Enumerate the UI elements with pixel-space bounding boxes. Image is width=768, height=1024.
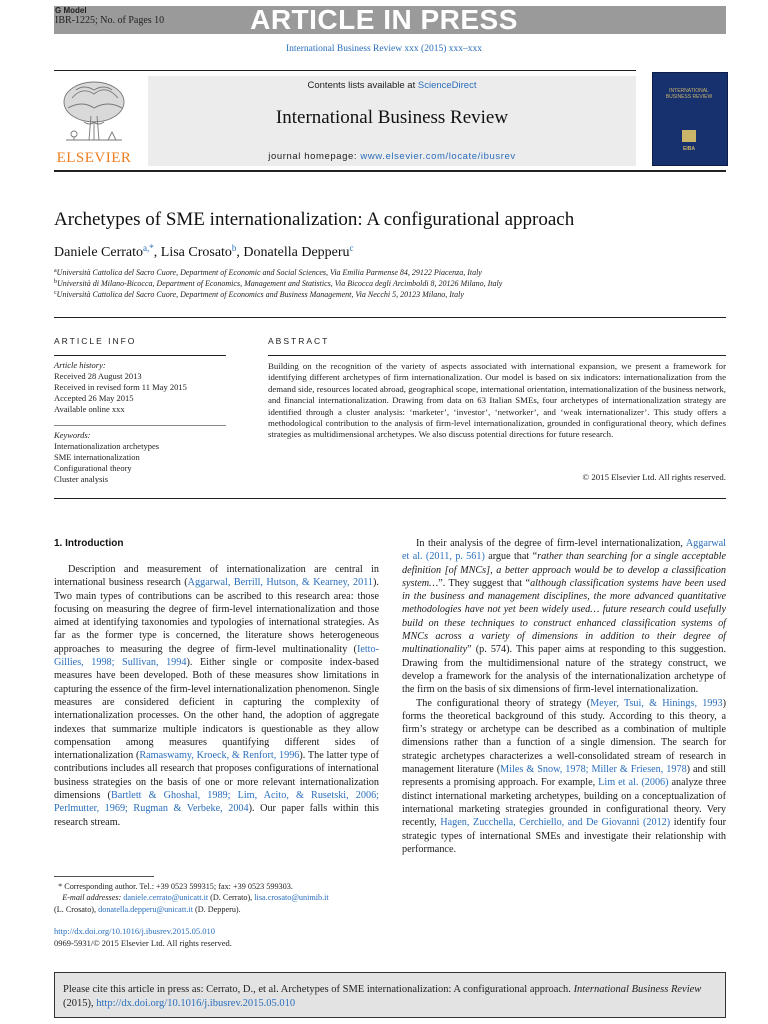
citation-link[interactable]: Ramaswamy, Kroeck, & Renfort, 1996 bbox=[139, 750, 300, 762]
quoted-text: although classification systems have been used in the business and management disciplines, the more advanced quantitative methodologies have not yet been widely used… future research could usefully build on these techniques to construct enhanced classification systems of MNCs across a variety of dimensions in addition to their degree of multinationality bbox=[402, 577, 726, 656]
author-name: Daniele Cerrato bbox=[54, 245, 144, 260]
body-text: identify four strategic types of international SMEs and investigate their relationship with performance. bbox=[402, 817, 726, 855]
quoted-text: rather than searching for a single acceptable definition [of MNCs], a better approach would be to develop a classification system… bbox=[402, 551, 726, 589]
affiliation-a-text: Università Cattolica del Sacro Cuore, Department of Economic and Social Sciences, Via Emilia Parmense 84, 29122 Piacenza, Italy bbox=[56, 268, 482, 277]
homepage-prefix: journal homepage: bbox=[268, 151, 361, 162]
header-rule-top bbox=[54, 70, 636, 71]
abstract-text: Building on the recognition of the variety of aspects associated with international expansion, we present a framework for identifying different archetypes of firm internationalization. Our model is based on six indicators: internationalization from the demand side, resources located abroad, geographical scope, international orientation, internationalization of the business network, and financial internationalization. Drawing from data on 63 Italian SMEs, four archetypes of internationalization strategy are identified through a cluster analysis: ‘marketer’, ‘investor’, ‘networker’, and ‘weak internationalizer’. This study offers a methodological contribution to the analysis of firm-level internationalization, grounded in configurational theory, which defines strategies as multidimensional archetypes. We also discuss potential directions for future research. bbox=[268, 361, 726, 440]
section-heading-introduction: 1. Introduction bbox=[54, 538, 124, 549]
keyword-item: Configurational theory bbox=[54, 463, 132, 473]
contents-prefix: Contents lists available at bbox=[307, 80, 418, 91]
affiliation-b-text: Università di Milano-Bicocca, Department of Economics, Management and Statistics, Via Bicocca degli Arcimboldi 8, 20126 Milano, Italy bbox=[57, 279, 503, 288]
article-info-heading: ARTICLE INFO bbox=[54, 336, 137, 346]
body-text: ) forms the theoretical background of this study. According to this theory, a firm’s strategy or archetype can be described as a combination of multiple dimensions rather than a function of a single dimension. The search for strategic archetypes characterizes a well-consolidated stream of research in management literature ( bbox=[402, 697, 726, 776]
body-text: ). The latter type of contributions includes all research that proposes configurations of international business strategies on the basis of one or more relevant internationalization dimensions ( bbox=[54, 750, 379, 802]
affiliation-c-text: Università Cattolica del Sacro Cuore, Department of Economics and Business Management, Via Necchi 5, 20123 Milano, Italy bbox=[56, 290, 464, 299]
citation-link[interactable]: Aggarwal et al. (2011, p. 561) bbox=[402, 538, 726, 563]
body-column-left bbox=[54, 563, 379, 829]
email-link[interactable]: donatella.depperu@unicatt.it bbox=[98, 904, 193, 914]
affiliation-c-marker: c bbox=[54, 290, 57, 296]
accepted-date: Accepted 26 May 2015 bbox=[54, 393, 134, 403]
paragraph bbox=[402, 697, 726, 857]
body-text: ” (p. 574). This paper aims at responding to this suggestion. Drawing from the multidimensional nature of the strategy construct, we develop a framework for the analysis of the internationalization archetype of the firm on the basis of six dimensions of firm-level internationalization. bbox=[402, 644, 726, 696]
online-date: Available online xxx bbox=[54, 404, 125, 414]
body-text: ). Two main types of contributions can be ascribed to this research area: those focusing on measuring the degree of firm-level internationalization and those aimed at identifying taxonomies and typologies of international strategies. As far as the former type is concerned, the literature shows heterogeneous approaches to measuring the degree of firm-level multinationality ( bbox=[54, 577, 379, 655]
doi-link[interactable]: http://dx.doi.org/10.1016/j.ibusrev.2015.05.010 bbox=[54, 926, 216, 936]
body-text: In their analysis of the degree of firm-level internationalization, bbox=[416, 538, 686, 549]
journal-homepage-link[interactable]: www.elsevier.com/locate/ibusrev bbox=[360, 151, 516, 162]
issn-copyright: 0969-5931/© 2015 Elsevier Ltd. All rights reserved. bbox=[54, 938, 232, 948]
journal-homepage-line bbox=[148, 151, 636, 162]
citation-journal: International Business Review bbox=[573, 984, 702, 995]
citation-link[interactable]: Aggarwal, Berrill, Hutson, & Kearney, 2011 bbox=[187, 577, 374, 589]
citation-link[interactable]: Miles & Snow, 1978; Miller & Friesen, 1978 bbox=[500, 764, 687, 776]
contents-available-line bbox=[148, 80, 636, 91]
keywords-rule bbox=[54, 425, 226, 426]
divider-rule bbox=[54, 317, 726, 318]
author-affiliation-marker[interactable]: c bbox=[349, 243, 354, 253]
g-model-label: G Model bbox=[55, 6, 87, 15]
citation-doi-link[interactable]: http://dx.doi.org/10.1016/j.ibusrev.2015.05.010 bbox=[96, 998, 296, 1009]
citation-link[interactable]: Lim et al. (2006) bbox=[598, 777, 669, 789]
email-addresses-note: E-mail addresses: daniele.cerrato@unicatt.it (D. Cerrato), lisa.crosato@unimib.it (L. Crosato), donatella.depperu@unicatt.it (D. Depperu). bbox=[54, 893, 329, 914]
author-name: Lisa Crosato bbox=[160, 245, 232, 260]
body-text: argue that “ bbox=[484, 551, 538, 563]
keyword-item: Cluster analysis bbox=[54, 474, 109, 484]
abstract-rule bbox=[268, 355, 726, 356]
abstract-copyright: © 2015 Elsevier Ltd. All rights reserved. bbox=[582, 472, 726, 482]
email-link[interactable]: lisa.crosato@unimib.it bbox=[254, 893, 329, 902]
affiliation-a bbox=[54, 268, 482, 277]
citation-link[interactable]: Bartlett & Ghoshal, 1989; Lim, Acito, & Rusetski, 2006; Perlmutter, 1969; Rugman & Verbeke, 2004 bbox=[54, 790, 379, 815]
keyword-item: Internationalization archetypes bbox=[54, 441, 160, 451]
body-text: analyze three distinct international marketing archetypes, building on a conceptualization of international marketing strategies grounded in configurational theory. Very recently, bbox=[402, 777, 726, 829]
citation-link[interactable]: Hagen, Zucchella, Cerchiello, and De Giovanni (2012) bbox=[440, 817, 671, 829]
affiliation-c bbox=[54, 290, 464, 299]
citation-text: Please cite this article in press as: Cerrato, D., et al. Archetypes of SME internationalization: A configurational approach. International Business Review (2015), http://dx.doi.org/10.1016/j.ibusrev.2015.05.010 bbox=[63, 984, 702, 1009]
author-affiliation-marker[interactable]: a,* bbox=[143, 243, 154, 253]
keywords-label: Keywords: bbox=[54, 430, 91, 440]
body-text: ). Either single or composite index-based measures have been developed. Both of these measures show limitations in capturing the essence of the firm-level internationalization phenomenon. Single measures are considered deficient in capturing the complexity of internationalization processes. On the other hand, the adoption of aggregate indexes that summarize multiple indicators is questionable as they allow compensation among measures quantifying different sides of internationalization ( bbox=[54, 657, 379, 762]
author-name: Donatella Depperu bbox=[243, 245, 350, 260]
affiliation-b-marker: b bbox=[54, 279, 57, 285]
received-date: Received 28 August 2013 bbox=[54, 371, 142, 381]
revised-date: Received in revised form 11 May 2015 bbox=[54, 382, 187, 392]
footnote-rule bbox=[54, 876, 154, 877]
paragraph bbox=[54, 563, 379, 829]
author-affiliation-marker[interactable]: b bbox=[231, 243, 237, 253]
article-in-press-title: ARTICLE IN PRESS bbox=[250, 4, 518, 35]
cover-emblem-icon bbox=[682, 130, 696, 142]
elsevier-wordmark: ELSEVIER bbox=[56, 150, 132, 166]
abstract-heading: ABSTRACT bbox=[268, 336, 330, 346]
body-column-right bbox=[402, 537, 726, 856]
affiliation-a-marker: a bbox=[54, 268, 57, 274]
paragraph bbox=[402, 537, 726, 697]
journal-reference-link[interactable]: International Business Review xxx (2015) xxx–xxx bbox=[285, 44, 483, 54]
ibr-pages-label: IBR-1225; No. of Pages 10 bbox=[55, 15, 165, 26]
header-rule-bottom bbox=[54, 170, 726, 172]
journal-title: International Business Review bbox=[275, 107, 509, 128]
keyword-item: SME internationalization bbox=[54, 452, 140, 462]
cover-title-text: INTERNATIONAL BUSINESS REVIEW bbox=[665, 88, 713, 100]
body-text: The configurational theory of strategy ( bbox=[416, 697, 591, 709]
body-text: ”. They suggest that “ bbox=[438, 577, 531, 589]
corresponding-author-note: * Corresponding author. Tel.: +39 0523 599315; fax: +39 0523 599303. bbox=[54, 882, 293, 891]
article-info-rule bbox=[54, 355, 226, 356]
article-title: Archetypes of SME internationalization: A configurational approach bbox=[54, 209, 575, 230]
affiliation-b bbox=[54, 279, 502, 288]
body-text: ) and still represents a promising approach. For example, bbox=[402, 764, 726, 789]
author-list: Daniele Cerrato$^{a,*}$, Lisa Crosato$^b$, Donatella Depperu$^c$ bbox=[54, 243, 354, 260]
article-history-label: Article history: bbox=[54, 360, 106, 370]
body-text: ). Our paper falls within this research stream. bbox=[54, 803, 380, 828]
divider-rule bbox=[54, 498, 726, 499]
sciencedirect-link[interactable]: ScienceDirect bbox=[417, 80, 477, 91]
email-link[interactable]: daniele.cerrato@unicatt.it bbox=[123, 893, 209, 902]
citation-link[interactable]: Ietto-Gillies, 1998; Sullivan, 1994 bbox=[54, 643, 379, 669]
citation-link[interactable]: Meyer, Tsui, & Hinings, 1993 bbox=[590, 697, 723, 709]
body-text: Description and measurement of internationalization are central in international business research ( bbox=[54, 564, 379, 589]
cover-eiba-label: EIBA bbox=[683, 146, 695, 152]
